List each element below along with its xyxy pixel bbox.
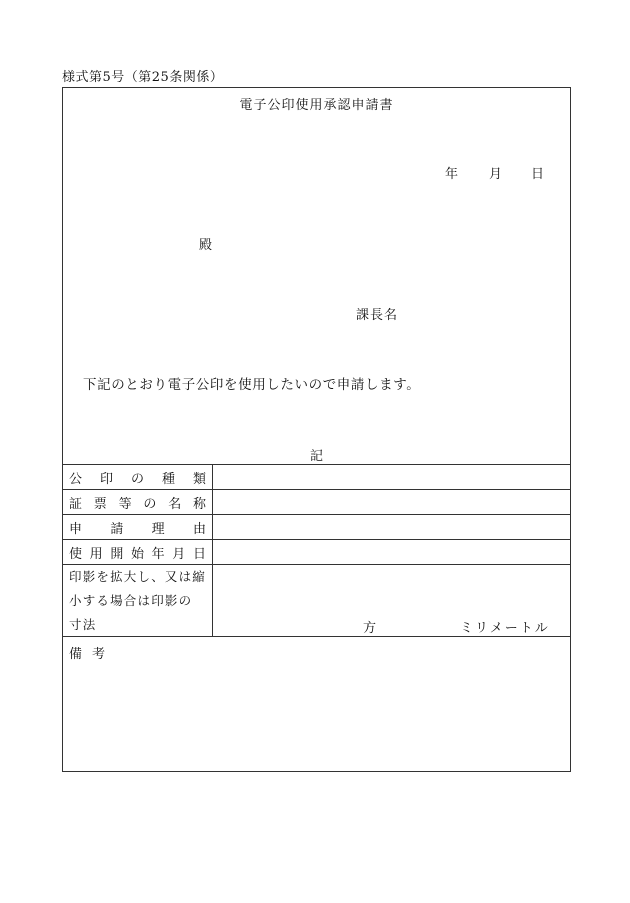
- seal-size-label-line2: 小する場合は印影の: [69, 593, 193, 608]
- table-row: [63, 464, 570, 489]
- label-char: 使: [69, 546, 83, 562]
- row-label-seal-size: [63, 565, 213, 636]
- addressee-suffix: 殿: [199, 238, 213, 253]
- row-value-reason[interactable]: [213, 515, 570, 539]
- request-text: 下記のとおり電子公印を使用したいので申請します。: [83, 377, 421, 393]
- date-month-label: 月: [489, 167, 503, 182]
- row-label-document-name: [63, 490, 213, 514]
- spaced-label: [69, 518, 206, 537]
- applicant-label: 課長名: [356, 308, 399, 323]
- date-day-label: 日: [531, 167, 545, 182]
- label-char: 公: [69, 471, 83, 487]
- label-char: 印: [99, 471, 113, 487]
- label-char: 称: [192, 496, 206, 512]
- form-number: 様式第5号（第25条関係）: [62, 70, 224, 85]
- table-row: [63, 514, 570, 539]
- seal-size-label-line1: 印影を拡大し、又は縮: [69, 569, 207, 584]
- unit-square-label: 方: [363, 621, 377, 636]
- spaced-label: [69, 543, 206, 562]
- table-row: [63, 564, 570, 636]
- details-table: [63, 464, 570, 777]
- table-row: [63, 539, 570, 564]
- row-value-seal-size[interactable]: [213, 565, 570, 636]
- label-char: 月: [172, 546, 186, 562]
- label-char: 請: [110, 521, 124, 537]
- row-value-document-name[interactable]: [213, 490, 570, 514]
- row-label-reason: [63, 515, 213, 539]
- label-char: 証: [69, 496, 83, 512]
- label-char: 日: [192, 546, 206, 562]
- ki-heading: 記: [309, 449, 323, 464]
- remarks-section[interactable]: [63, 636, 570, 777]
- spaced-label: [69, 493, 206, 512]
- label-char: 年: [151, 546, 165, 562]
- unit-mm-label: ミリメートル: [460, 621, 550, 636]
- label-char: 理: [151, 521, 165, 537]
- row-value-seal-type[interactable]: [213, 465, 570, 489]
- spaced-label: [69, 468, 206, 487]
- remarks-label: 備考: [69, 647, 116, 662]
- form-title: 電子公印使用承認申請書: [239, 98, 394, 113]
- table-row: [63, 489, 570, 514]
- label-char: 申: [69, 521, 83, 537]
- label-char: 開: [110, 546, 124, 562]
- row-value-start-date[interactable]: [213, 540, 570, 564]
- label-char: 由: [192, 521, 206, 537]
- seal-size-label-line3: 寸法: [69, 617, 97, 632]
- label-char: 票: [93, 496, 107, 512]
- label-char: 始: [130, 546, 144, 562]
- label-char: 種: [161, 471, 175, 487]
- date-year-label: 年: [445, 167, 459, 182]
- row-label-seal-type: [63, 465, 213, 489]
- application-form: [62, 87, 571, 772]
- label-char: の: [130, 471, 144, 487]
- row-label-start-date: [63, 540, 213, 564]
- label-char: 用: [89, 546, 103, 562]
- label-char: 等: [118, 496, 132, 512]
- label-char: 名: [168, 496, 182, 512]
- label-char: 類: [192, 471, 206, 487]
- label-char: の: [143, 496, 157, 512]
